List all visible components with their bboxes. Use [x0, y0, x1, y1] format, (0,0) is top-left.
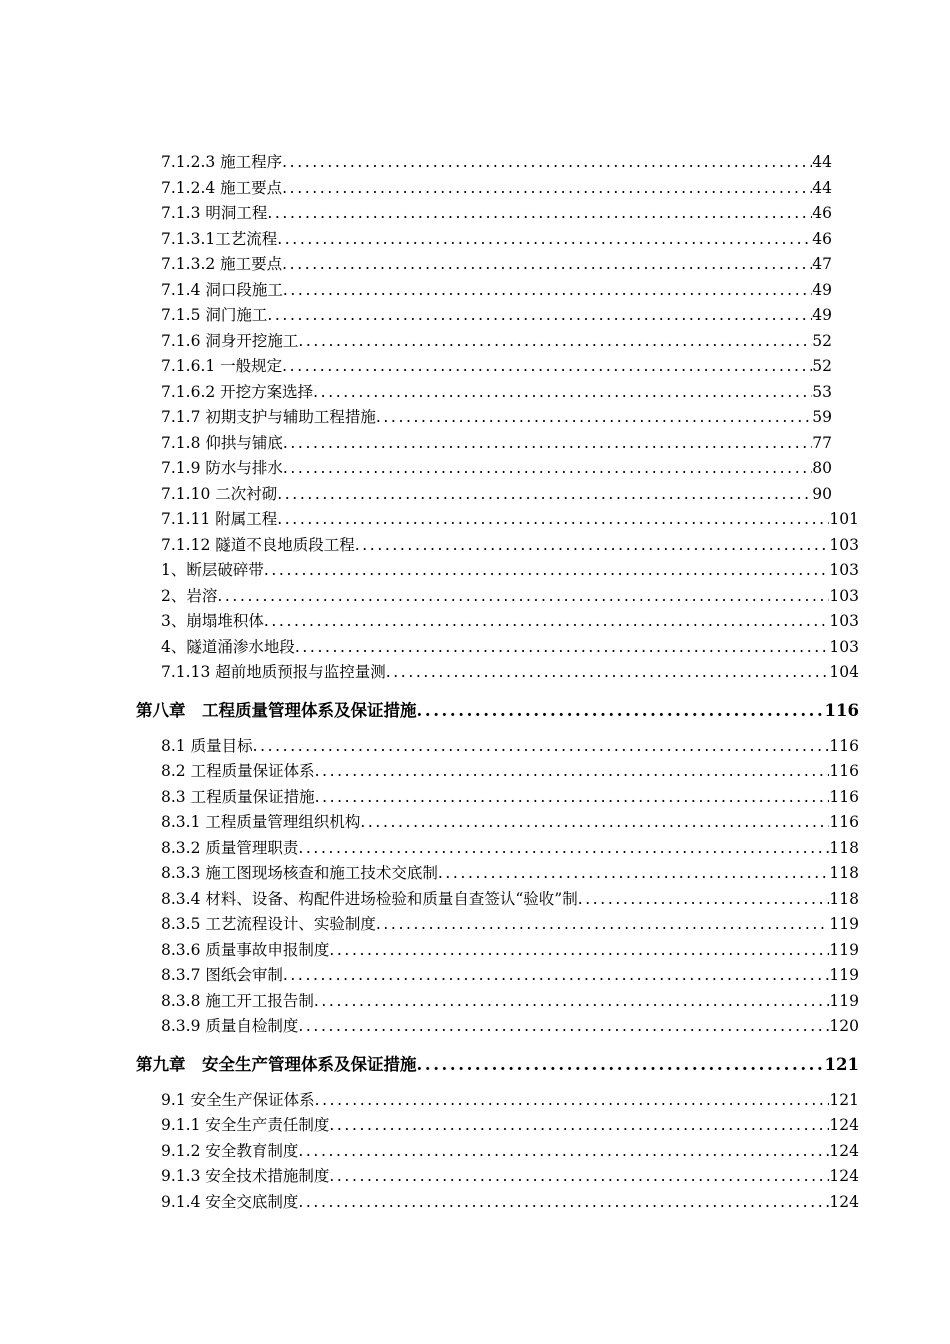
- toc-dot-leader: [329, 938, 829, 964]
- toc-dot-leader: [277, 507, 829, 533]
- toc-dot-leader: [253, 734, 830, 760]
- toc-dot-leader: [267, 201, 812, 227]
- toc-dot-leader: [283, 456, 812, 482]
- toc-entry-page-number: 118: [829, 889, 859, 908]
- toc-entry[interactable]: [0, 963, 950, 989]
- toc-entry-title: 8.2 工程质量保证体系: [161, 762, 315, 780]
- toc-dot-leader: [417, 698, 825, 723]
- toc-dot-leader: [329, 1164, 829, 1190]
- toc-dot-leader: [283, 963, 830, 989]
- toc-entry-page-number: 47: [812, 255, 832, 273]
- toc-entry-title: 7.1.2.4 施工要点: [161, 178, 283, 197]
- toc-entry[interactable]: [0, 482, 950, 508]
- toc-entry[interactable]: [0, 1139, 950, 1165]
- toc-entry[interactable]: [0, 456, 950, 482]
- toc-entry[interactable]: [0, 635, 950, 661]
- toc-entry-page-number: 44: [812, 178, 832, 197]
- table-of-contents: [0, 150, 950, 1215]
- toc-entry[interactable]: [0, 1113, 950, 1139]
- toc-entry-title: 第九章 安全生产管理体系及保证措施: [136, 1054, 417, 1074]
- toc-entry-page-number: 103: [829, 535, 859, 554]
- toc-entry-page-number: 116: [824, 700, 859, 720]
- toc-entry-title: 7.1.5 洞门施工: [161, 306, 268, 324]
- toc-entry[interactable]: [0, 1014, 950, 1040]
- toc-entry[interactable]: [0, 354, 950, 380]
- toc-entry-page-number: 44: [812, 153, 832, 171]
- toc-dot-leader: [376, 405, 812, 431]
- toc-entry-page-number: 118: [829, 864, 859, 882]
- toc-entry-title: 8.3.2 质量管理职责: [161, 838, 299, 857]
- toc-entry[interactable]: [0, 176, 950, 202]
- toc-entry-page-number: 119: [829, 940, 859, 959]
- toc-entry-page-number: 119: [829, 915, 859, 933]
- toc-entry-page-number: 46: [812, 229, 832, 248]
- toc-entry[interactable]: [0, 989, 950, 1015]
- toc-entry[interactable]: [0, 1164, 950, 1190]
- toc-entry-page-number: 116: [829, 813, 859, 831]
- toc-entry-page-number: 80: [812, 459, 832, 477]
- toc-entry-page-number: 49: [812, 306, 832, 324]
- toc-entry-page-number: 52: [812, 357, 832, 375]
- toc-entry-title: 7.1.13 超前地质预报与监控量测: [161, 663, 386, 681]
- toc-entry[interactable]: [0, 785, 950, 811]
- toc-entry[interactable]: [0, 660, 950, 686]
- toc-dot-leader: [217, 584, 829, 610]
- toc-entry-title: 8.3.1 工程质量管理组织机构: [161, 813, 361, 831]
- toc-entry-title: 7.1.3.1工艺流程: [161, 229, 278, 248]
- toc-dot-leader: [264, 558, 830, 584]
- toc-entry-page-number: 49: [812, 280, 832, 299]
- toc-dot-leader: [578, 887, 830, 913]
- toc-entry-page-number: 119: [829, 991, 859, 1010]
- toc-entry[interactable]: [0, 201, 950, 227]
- toc-entry-page-number: 116: [829, 736, 859, 755]
- toc-entry-title: 9.1.2 安全教育制度: [161, 1141, 299, 1160]
- toc-entry-title: 9.1.4 安全交底制度: [161, 1192, 299, 1211]
- toc-entry-page-number: 124: [829, 1116, 859, 1134]
- toc-entry[interactable]: [0, 912, 950, 938]
- toc-entry[interactable]: [0, 1088, 950, 1114]
- toc-entry-title: 8.3 工程质量保证措施: [161, 787, 315, 806]
- toc-entry[interactable]: [0, 810, 950, 836]
- toc-entry[interactable]: [0, 227, 950, 253]
- toc-dot-leader: [277, 482, 812, 508]
- toc-dot-leader: [376, 912, 830, 938]
- toc-entry-title: 4、隧道涌渗水地段: [161, 637, 295, 656]
- toc-entry-page-number: 120: [829, 1017, 859, 1035]
- toc-entry-page-number: 116: [829, 787, 859, 806]
- toc-entry-page-number: 103: [829, 637, 859, 656]
- toc-entry-page-number: 52: [812, 331, 832, 350]
- toc-entry[interactable]: [0, 405, 950, 431]
- toc-entry-page-number: 59: [812, 408, 832, 426]
- toc-dot-leader: [360, 810, 829, 836]
- toc-entry-title: 7.1.2.3 施工程序: [161, 153, 283, 171]
- toc-entry-page-number: 116: [829, 762, 859, 780]
- toc-entry-title: 7.1.6.2 开挖方案选择: [161, 382, 314, 401]
- toc-dot-leader: [295, 635, 830, 661]
- toc-entry-title: 7.1.12 隧道不良地质段工程: [161, 535, 355, 554]
- toc-entry-page-number: 121: [824, 1054, 859, 1074]
- toc-entry-title: 8.3.8 施工开工报告制: [161, 991, 314, 1010]
- toc-entry-title: 8.3.5 工艺流程设计、实验制度: [161, 915, 376, 933]
- toc-entry-title: 9.1 安全生产保证体系: [161, 1090, 315, 1109]
- toc-dot-leader: [283, 278, 812, 304]
- toc-entry-page-number: 121: [829, 1090, 859, 1109]
- toc-entry-title: 8.3.3 施工图现场核查和施工技术交底制: [161, 864, 438, 882]
- toc-entry-page-number: 124: [829, 1192, 859, 1211]
- toc-dot-leader: [298, 1190, 829, 1216]
- toc-entry-page-number: 103: [829, 586, 859, 605]
- toc-dot-leader: [282, 252, 812, 278]
- toc-entry-title: 8.3.7 图纸会审制: [161, 966, 283, 984]
- toc-dot-leader: [267, 303, 812, 329]
- toc-dot-leader: [282, 354, 812, 380]
- toc-entry-title: 7.1.3.2 施工要点: [161, 255, 283, 273]
- toc-entry[interactable]: [0, 150, 950, 176]
- toc-chapter-entry[interactable]: [0, 1052, 950, 1077]
- toc-entry-page-number: 90: [812, 484, 832, 503]
- toc-entry-title: 7.1.11 附属工程: [161, 510, 278, 528]
- toc-entry-page-number: 103: [829, 612, 859, 630]
- toc-entry[interactable]: [0, 1190, 950, 1216]
- toc-dot-leader: [283, 431, 812, 457]
- toc-entry-title: 2、岩溶: [161, 586, 218, 605]
- toc-dot-leader: [264, 609, 830, 635]
- toc-entry-title: 7.1.6 洞身开挖施工: [161, 331, 299, 350]
- toc-dot-leader: [313, 380, 812, 406]
- toc-entry-title: 3、崩塌堆积体: [161, 612, 264, 630]
- toc-entry[interactable]: [0, 836, 950, 862]
- toc-dot-leader: [298, 329, 812, 355]
- toc-dot-leader: [277, 227, 812, 253]
- toc-entry[interactable]: [0, 507, 950, 533]
- toc-entry[interactable]: [0, 533, 950, 559]
- toc-dot-leader: [355, 533, 830, 559]
- toc-entry-page-number: 104: [829, 663, 859, 681]
- toc-entry[interactable]: [0, 887, 950, 913]
- toc-entry-title: 8.3.6 质量事故申报制度: [161, 940, 330, 959]
- toc-entry-title: 7.1.4 洞口段施工: [161, 280, 283, 299]
- toc-dot-leader: [386, 660, 830, 686]
- toc-entry-page-number: 77: [812, 433, 832, 452]
- toc-dot-leader: [298, 836, 829, 862]
- toc-entry-title: 7.1.9 防水与排水: [161, 459, 283, 477]
- toc-entry-title: 7.1.7 初期支护与辅助工程措施: [161, 408, 376, 426]
- toc-entry[interactable]: [0, 303, 950, 329]
- toc-entry[interactable]: [0, 329, 950, 355]
- toc-dot-leader: [282, 176, 812, 202]
- toc-chapter-entry[interactable]: [0, 698, 950, 723]
- toc-entry[interactable]: [0, 609, 950, 635]
- toc-dot-leader: [315, 785, 830, 811]
- toc-entry-title: 7.1.6.1 一般规定: [161, 357, 283, 375]
- toc-entry[interactable]: [0, 734, 950, 760]
- toc-entry[interactable]: [0, 380, 950, 406]
- toc-entry[interactable]: [0, 584, 950, 610]
- toc-entry-page-number: 101: [829, 510, 859, 528]
- toc-entry-page-number: 119: [829, 966, 859, 984]
- toc-entry-title: 第八章 工程质量管理体系及保证措施: [136, 700, 417, 720]
- toc-entry-title: 1、断层破碎带: [161, 561, 264, 579]
- toc-dot-leader: [315, 759, 830, 785]
- toc-dot-leader: [329, 1113, 829, 1139]
- toc-dot-leader: [315, 1088, 830, 1114]
- toc-entry-page-number: 124: [829, 1167, 859, 1185]
- toc-entry-page-number: 46: [812, 204, 832, 222]
- toc-entry[interactable]: [0, 861, 950, 887]
- toc-entry-title: 7.1.8 仰拱与铺底: [161, 433, 283, 452]
- toc-entry-page-number: 103: [829, 561, 859, 579]
- toc-entry-title: 8.3.4 材料、设备、构配件进场检验和质量自查签认“验收”制: [161, 889, 578, 908]
- toc-dot-leader: [314, 989, 830, 1015]
- toc-entry-page-number: 124: [829, 1141, 859, 1160]
- toc-entry[interactable]: [0, 558, 950, 584]
- toc-dot-leader: [282, 150, 812, 176]
- toc-dot-leader: [298, 1014, 829, 1040]
- toc-entry-title: 9.1.3 安全技术措施制度: [161, 1167, 330, 1185]
- toc-entry-title: 9.1.1 安全生产责任制度: [161, 1116, 330, 1134]
- toc-entry-title: 7.1.10 二次衬砌: [161, 484, 278, 503]
- toc-entry-title: 8.3.9 质量自检制度: [161, 1017, 299, 1035]
- toc-entry-page-number: 53: [812, 382, 832, 401]
- toc-entry-title: 7.1.3 明洞工程: [161, 204, 268, 222]
- toc-entry[interactable]: [0, 431, 950, 457]
- toc-dot-leader: [438, 861, 830, 887]
- toc-entry[interactable]: [0, 278, 950, 304]
- toc-entry[interactable]: [0, 938, 950, 964]
- toc-entry-page-number: 118: [829, 838, 859, 857]
- toc-entry[interactable]: [0, 759, 950, 785]
- toc-dot-leader: [417, 1052, 825, 1077]
- toc-entry[interactable]: [0, 252, 950, 278]
- toc-dot-leader: [298, 1139, 829, 1165]
- toc-entry-title: 8.1 质量目标: [161, 736, 253, 755]
